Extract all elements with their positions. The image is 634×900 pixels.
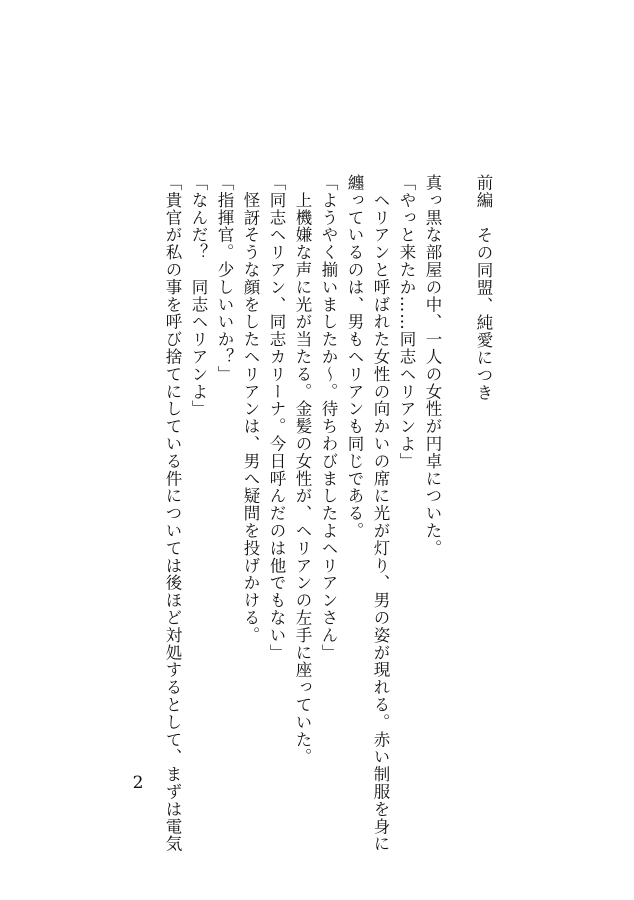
text-line: 纏っているのは、男もヘリアンも同じである。 [345,174,364,540]
text-line: 怪訝そうな顔をしたヘリアンは、男へ疑問を投げかける。 [241,174,260,644]
text-line: 「貴官が私の事を呼び捨てにしている件については後ほど対処するとして、まずは電気 [163,174,182,853]
page-number: 2 [132,773,144,793]
text-line: 「指揮官。少しいいか？」 [215,174,234,383]
text-line: 「なんだ？ 同志ヘリアンよ」 [189,174,208,418]
text-line: 「ようやく揃いましたか～。待ちわびましたよヘリアンさん」 [319,174,338,662]
text-line: 真っ黒な部屋の中、一人の女性が円卓についた。 [423,174,442,557]
chapter-title: 前編 その同盟、純愛につき [474,174,493,402]
text-line: ヘリアンと呼ばれた女性の向かいの席に光が灯り、男の姿が現れる。赤い制服を身に [371,174,390,853]
text-line: 上機嫌な声に光が当たる。金髪の女性が、ヘリアンの左手に座っていた。 [293,174,312,766]
body-text [155,174,445,853]
text-line: 「同志ヘリアン、同志カリーナ。今日呼んだのは他でもない」 [267,174,286,662]
text-line: 「やっと来たか……同志ヘリアンよ」 [397,174,416,470]
